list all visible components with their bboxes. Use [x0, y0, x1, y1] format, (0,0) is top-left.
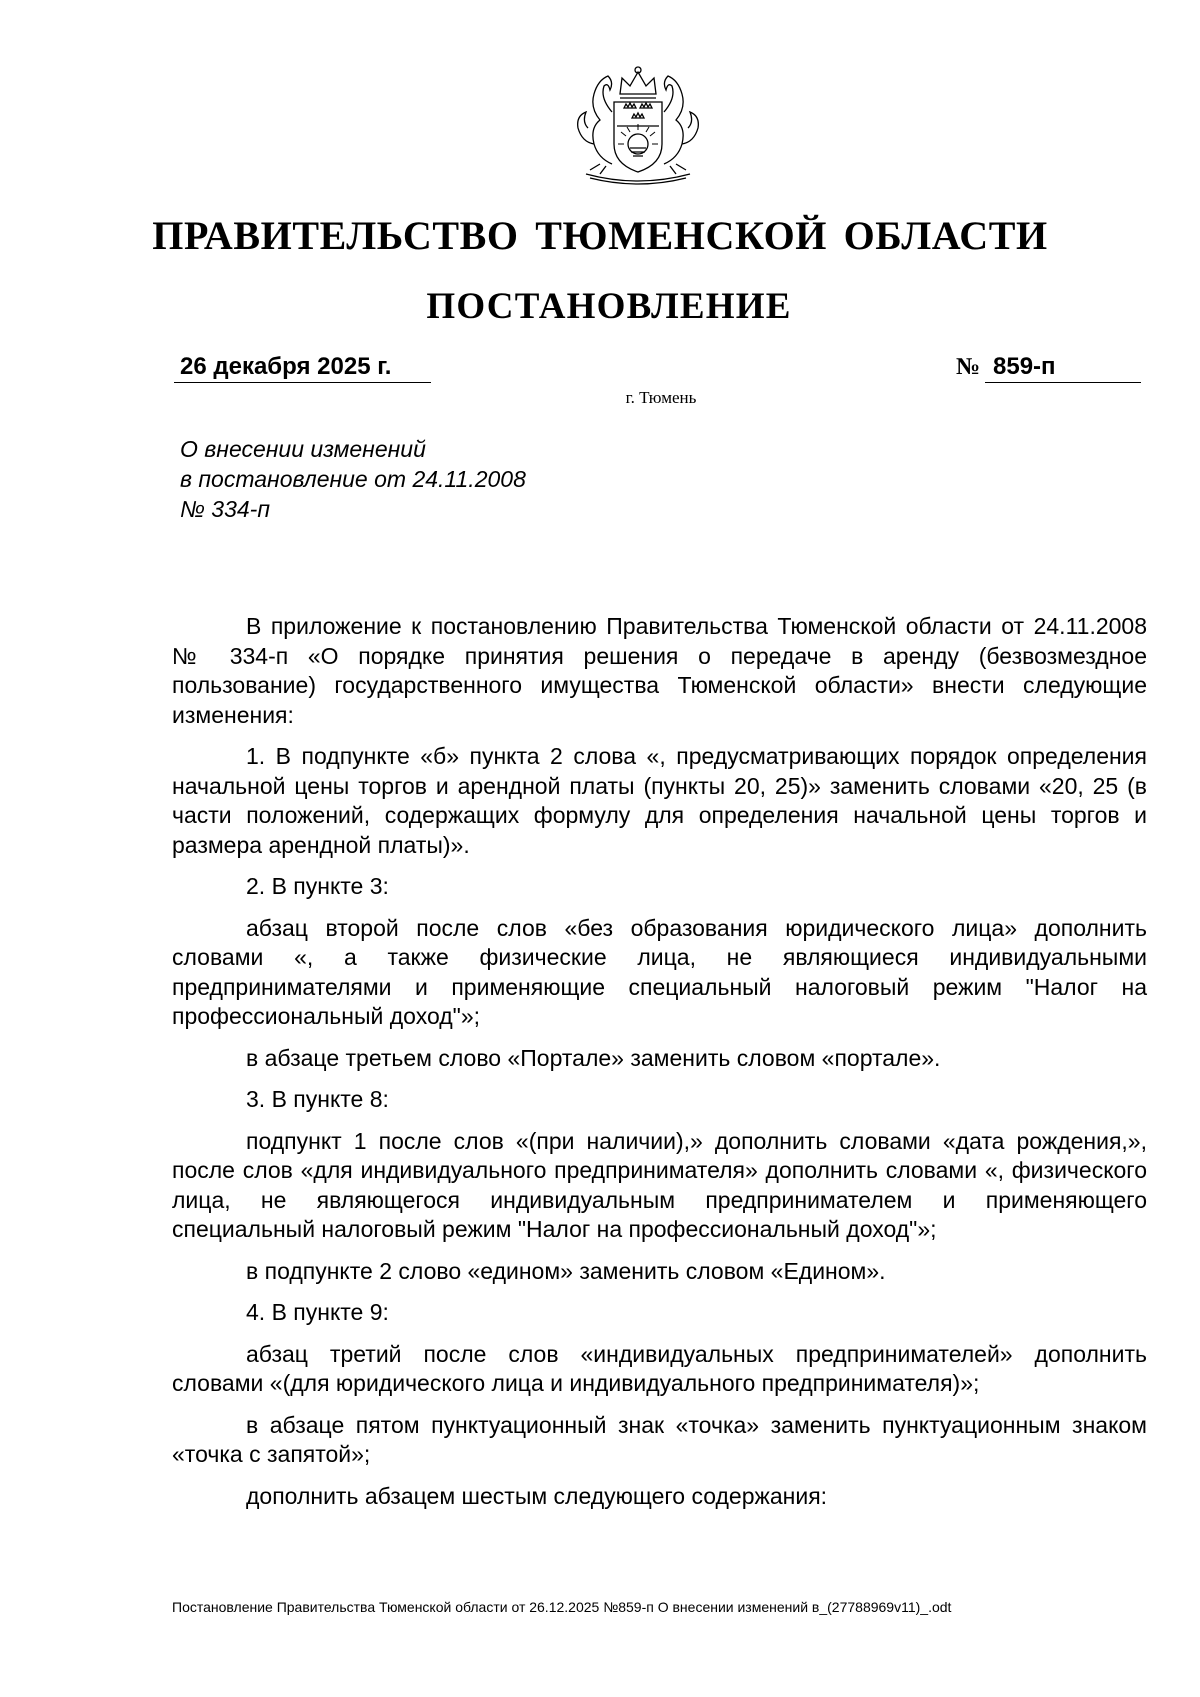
- number-sign: №: [956, 354, 981, 380]
- document-body: [172, 612, 1147, 1523]
- paragraph: подпункт 1 после слов «(при наличии),» дополнить словами «дата рождения,», после слов «для индивидуального предпринимателя» дополнить словами «, физического лица, не являющегося индивидуальным предпринимателем и применяющего специальный налоговый режим "Налог на профессиональный доход"»;: [172, 1127, 1147, 1242]
- subject-line: в постановление от 24.11.2008: [180, 466, 526, 492]
- coat-of-arms-icon: [560, 64, 716, 186]
- paragraph: дополнить абзацем шестым следующего содержания:: [246, 1482, 828, 1509]
- paragraph: В приложение к постановлению Правительства Тюменской области от 24.11.2008 № 334-п «О порядке принятия решения о передаче в аренду (безвозмездное пользование) государственного имущества Тюменской области» внести следующие изменения:: [172, 613, 1147, 728]
- organization-title: ПРАВИТЕЛЬСТВО ТЮМЕНСКОЙ ОБЛАСТИ: [152, 213, 1048, 258]
- subject-line: № 334-п: [180, 496, 270, 522]
- document-subject: [180, 434, 526, 524]
- paragraph: абзац второй после слов «без образования юридического лица» дополнить словами «, а также физические лица, не являющиеся индивидуальными предпринимателями и применяющие специальный налоговый режим "Налог на профессиональный доход"»;: [172, 914, 1147, 1029]
- subject-line: О внесении изменений: [180, 436, 426, 462]
- paragraph: абзац третий после слов «индивидуальных предпринимателей» дополнить словами «(для юридического лица и индивидуального предпринимателя)»;: [172, 1340, 1147, 1396]
- page-footer: Постановление Правительства Тюменской области от 26.12.2025 №859-п О внесении изменений в_(27788969v11)_.odt: [172, 1599, 952, 1615]
- city-label: г. Тюмень: [625, 388, 697, 407]
- paragraph: в абзаце пятом пунктуационный знак «точка» заменить пунктуационным знаком «точка с запятой»;: [172, 1411, 1147, 1467]
- document-date: 26 декабря 2025 г.: [174, 353, 431, 383]
- paragraph: в абзаце третьем слово «Портале» заменить словом «портале».: [246, 1044, 941, 1071]
- paragraph: 4. В пункте 9:: [246, 1299, 389, 1325]
- paragraph: 3. В пункте 8:: [246, 1086, 389, 1112]
- document-number: 859-п: [985, 353, 1141, 383]
- paragraph: в подпункте 2 слово «едином» заменить словом «Едином».: [246, 1257, 886, 1284]
- paragraph: 2. В пункте 3:: [246, 873, 389, 899]
- paragraph: 1. В подпункте «б» пункта 2 слова «, предусматривающих порядок определения начальной цены торгов и арендной платы (пункты 20, 25)» заменить словами «20, 25 (в части положений, содержащих формулу для определения начальной цены торгов и размера арендной платы)».: [172, 743, 1147, 858]
- document-type-title: ПОСТАНОВЛЕНИЕ: [426, 286, 792, 327]
